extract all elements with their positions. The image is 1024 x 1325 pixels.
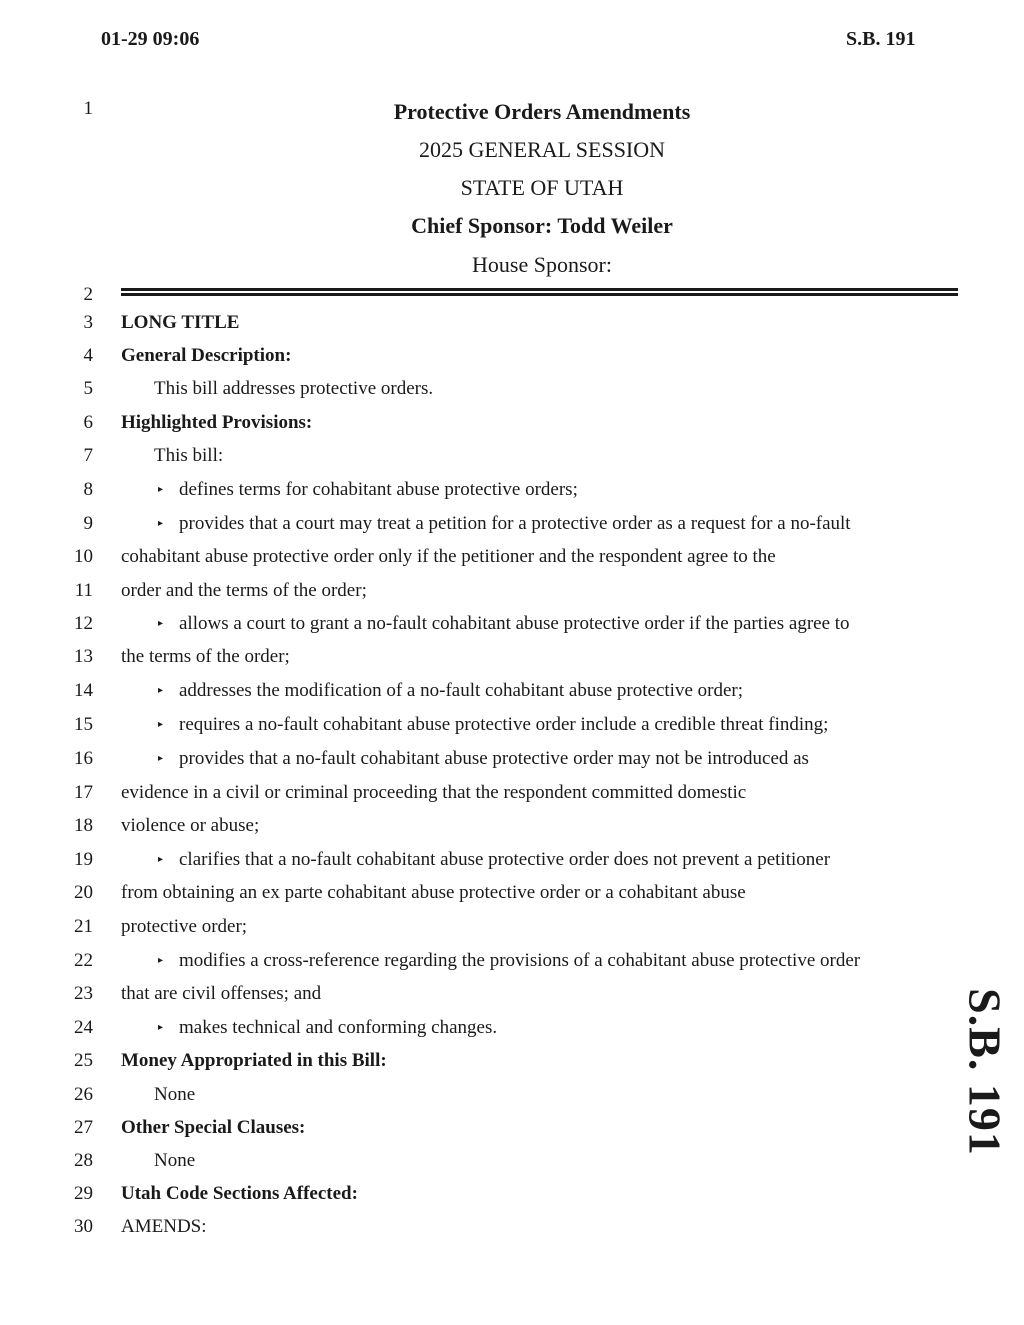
body-line: order and the terms of the order; [121, 580, 367, 601]
line-number: 15 [74, 714, 93, 735]
house-sponsor-line: House Sponsor: [472, 252, 612, 277]
line-number: 27 [74, 1117, 93, 1138]
bullet-icon: ▸ [158, 618, 164, 629]
header-bill-number: S.B. 191 [846, 28, 916, 50]
body-line: None [154, 1150, 196, 1171]
section-heading-highlighted-provisions: Highlighted Provisions: [121, 412, 313, 433]
bullet-icon: ▸ [158, 518, 164, 529]
line-number: 20 [74, 882, 93, 903]
bullet-icon: ▸ [158, 753, 164, 764]
provision-item: defines terms for cohabitant abuse protective orders; [179, 479, 578, 500]
line-number: 4 [83, 345, 93, 366]
line-number: 23 [74, 983, 93, 1004]
line-number: 12 [74, 613, 93, 634]
body-line: that are civil offenses; and [121, 983, 322, 1004]
section-heading-code-sections-affected: Utah Code Sections Affected: [121, 1183, 358, 1204]
line-number: 21 [74, 916, 93, 937]
line-number: 3 [83, 312, 93, 333]
section-heading-money-appropriated: Money Appropriated in this Bill: [121, 1050, 387, 1071]
section-heading-long-title: LONG TITLE [121, 312, 240, 333]
line-number: 7 [83, 445, 93, 466]
body-line: protective order; [121, 916, 248, 937]
body-line: evidence in a civil or criminal proceeding that the respondent committed domestic [121, 782, 747, 803]
line-number: 16 [74, 748, 93, 769]
bullet-icon: ▸ [158, 955, 164, 966]
body-line: AMENDS: [121, 1216, 207, 1237]
line-number: 28 [74, 1150, 93, 1171]
line-number: 24 [74, 1017, 93, 1038]
body-line: the terms of the order; [121, 646, 290, 667]
state-line: STATE OF UTAH [460, 175, 624, 200]
line-number: 11 [74, 580, 93, 601]
bullet-icon: ▸ [158, 484, 164, 495]
body-line: cohabitant abuse protective order only if the petitioner and the respondent agree to the [121, 546, 776, 567]
line-number: 13 [74, 646, 93, 667]
line-number: 9 [83, 513, 93, 534]
line-number: 25 [74, 1050, 93, 1071]
chief-sponsor-line: Chief Sponsor: Todd Weiler [411, 213, 673, 238]
line-number: 19 [74, 849, 93, 870]
line-number: 1 [83, 98, 93, 119]
provision-item: modifies a cross-reference regarding the provisions of a cohabitant abuse protective order [179, 950, 861, 971]
body-line: from obtaining an ex parte cohabitant abuse protective order or a cohabitant abuse [121, 882, 746, 903]
provision-item: requires a no-fault cohabitant abuse protective order include a credible threat finding; [179, 714, 829, 735]
bill-title: Protective Orders Amendments [393, 99, 691, 124]
body-line: This bill addresses protective orders. [154, 378, 434, 399]
bullet-icon: ▸ [158, 685, 164, 696]
line-number: 6 [83, 412, 93, 433]
line-number: 26 [74, 1084, 93, 1105]
line-number: 17 [74, 782, 93, 803]
bullet-icon: ▸ [158, 1022, 164, 1033]
provision-item: provides that a no-fault cohabitant abuse protective order may not be introduced as [179, 748, 809, 769]
line-number: 14 [74, 680, 93, 701]
provision-item: provides that a court may treat a petition for a protective order as a request for a no-fault [179, 513, 851, 534]
line-number: 30 [74, 1216, 93, 1237]
provision-item: makes technical and conforming changes. [179, 1017, 498, 1038]
body-line: None [154, 1084, 196, 1105]
bullet-icon: ▸ [158, 719, 164, 730]
body-line: This bill: [154, 445, 224, 466]
line-number: 5 [83, 378, 93, 399]
line-number: 29 [74, 1183, 93, 1204]
line-number: 10 [74, 546, 93, 567]
body-line: violence or abuse; [121, 815, 260, 836]
side-bill-stamp: S.B. 191 [959, 988, 1011, 1156]
line-number: 8 [83, 479, 93, 500]
line-number: 2 [83, 284, 93, 305]
title-divider [121, 288, 958, 296]
bullet-icon: ▸ [158, 854, 164, 865]
provision-item: addresses the modification of a no-fault cohabitant abuse protective order; [179, 680, 743, 701]
provision-item: clarifies that a no-fault cohabitant abuse protective order does not prevent a petitioner [179, 849, 831, 870]
section-heading-other-special-clauses: Other Special Clauses: [121, 1117, 306, 1138]
line-number: 22 [74, 950, 93, 971]
section-heading-general-description: General Description: [121, 345, 292, 366]
provision-item: allows a court to grant a no-fault cohabitant abuse protective order if the parties agree to [179, 613, 850, 634]
session-line: 2025 GENERAL SESSION [418, 137, 666, 162]
line-number: 18 [74, 815, 93, 836]
header-timestamp: 01-29 09:06 [101, 28, 200, 50]
